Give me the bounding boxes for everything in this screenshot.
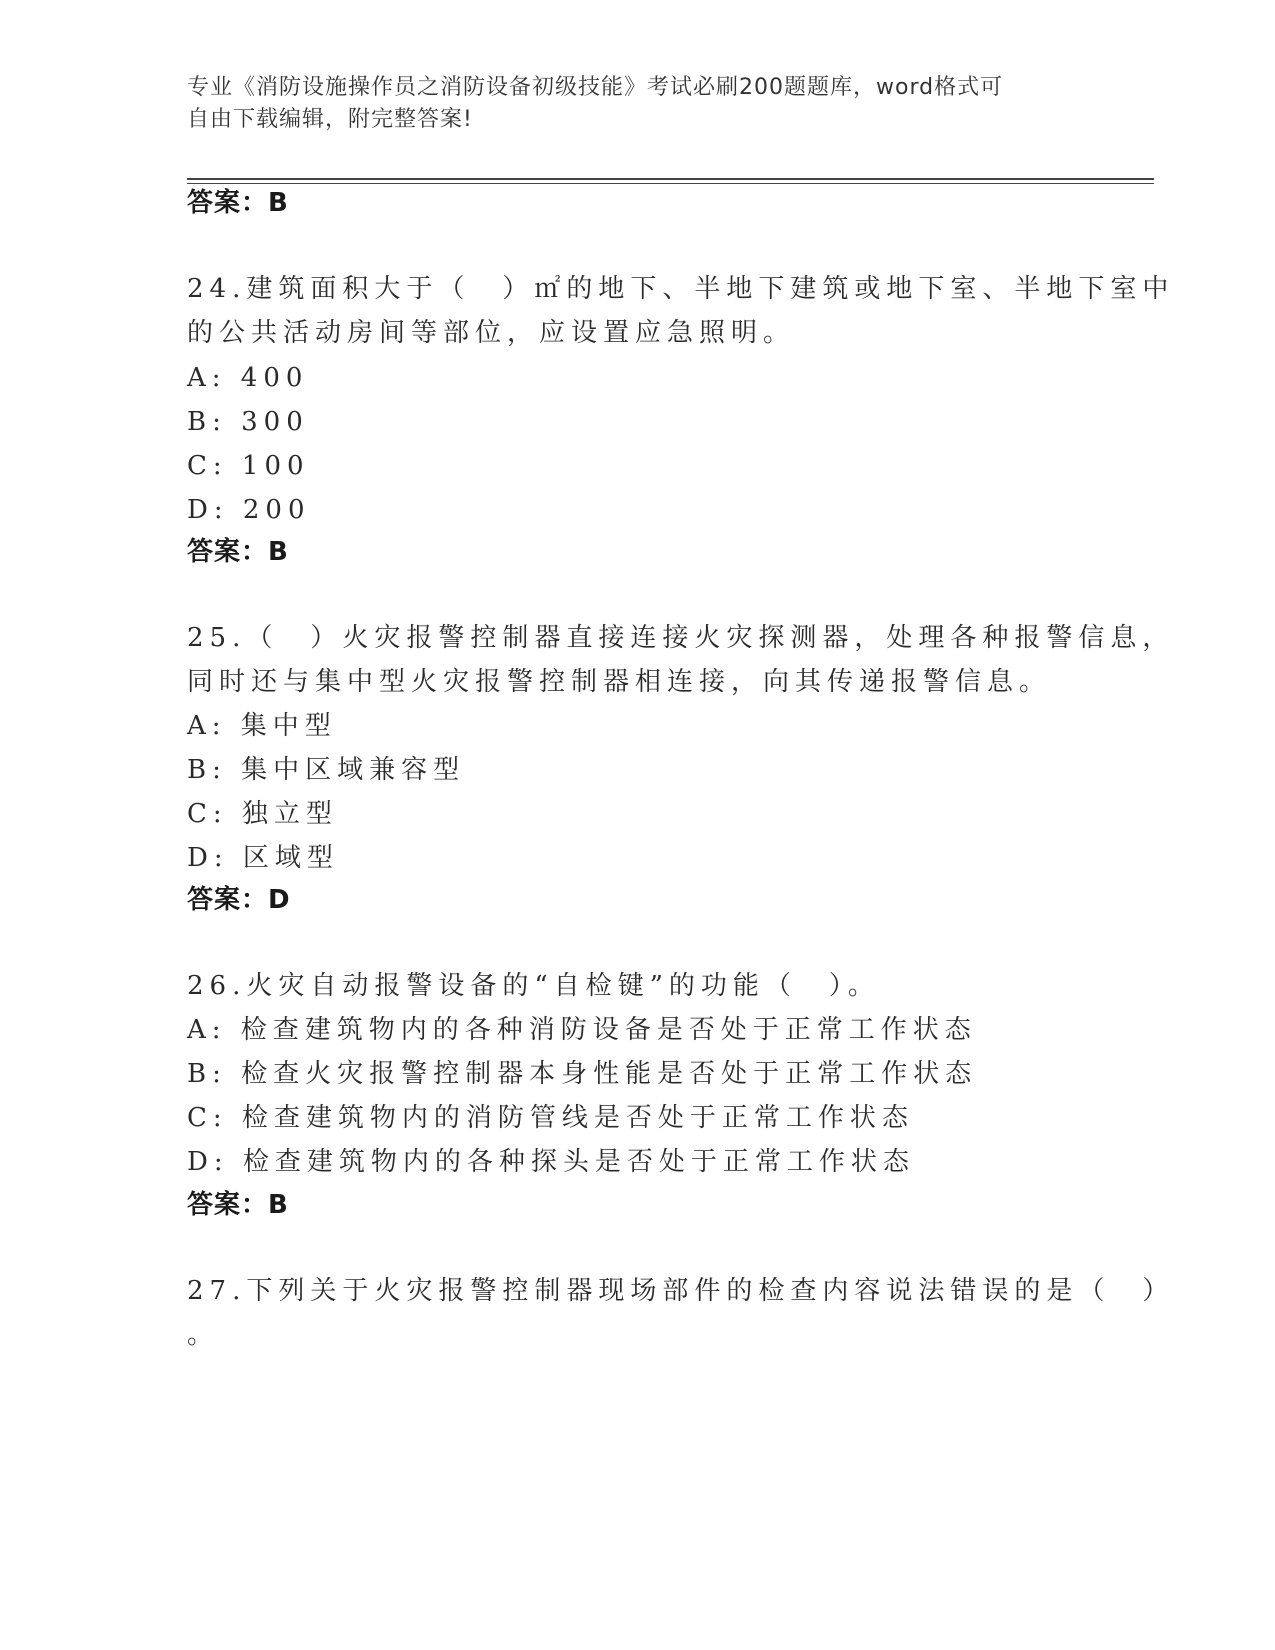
header-line-2: 自由下载编辑，附完整答案! [187,107,473,132]
question-24-option-d: D: 200 [187,495,311,525]
question-25-option-d: D: 区域型 [187,843,339,873]
question-26-option-a: A: 检查建筑物内的各种消防设备是否处于正常工作状态 [187,1015,977,1045]
question-25-stem-line-1: 25.（ ）火灾报警控制器直接连接火灾探测器，处理各种报警信息， [187,623,1175,653]
previous-answer: 答案：B [187,188,289,218]
question-26-option-d: D: 检查建筑物内的各种探头是否处于正常工作状态 [187,1147,915,1177]
question-24-stem-line-2: 的公共活动房间等部位，应设置应急照明。 [187,318,796,348]
question-25-option-c: C: 独立型 [187,799,338,829]
question-27-stem-line-1: 27.下列关于火灾报警控制器现场部件的检查内容说法错误的是（ ） [187,1276,1175,1306]
question-24-option-b: B: 300 [187,407,309,437]
question-27-stem-line-2: 。 [187,1320,220,1350]
question-24-option-c: C: 100 [187,451,310,481]
header-rule-thick [187,178,1154,180]
question-24-answer: 答案：B [187,537,289,567]
question-26-stem-line-1: 26.火灾自动报警设备的“自检键”的功能（ ）。 [187,971,880,1001]
question-25-stem-line-2: 同时还与集中型火灾报警控制器相连接，向其传递报警信息。 [187,667,1052,697]
header-line-1: 专业《消防设施操作员之消防设备初级技能》考试必刷200题题库，word格式可 [187,75,1004,100]
header-rule-thin [187,183,1154,184]
question-26-option-c: C: 检查建筑物内的消防管线是否处于正常工作状态 [187,1103,914,1133]
question-26-option-b: B: 检查火灾报警控制器本身性能是否处于正常工作状态 [187,1059,978,1089]
question-25-option-b: B: 集中区域兼容型 [187,755,466,785]
question-25-answer: 答案：D [187,885,291,915]
question-25-option-a: A: 集中型 [187,711,337,741]
question-24-option-a: A: 400 [187,363,309,393]
question-24-stem-line-1: 24.建筑面积大于（ ）㎡的地下、半地下建筑或地下室、半地下室中 [187,274,1175,304]
header-text [187,72,1067,136]
question-26-answer: 答案：B [187,1190,289,1220]
